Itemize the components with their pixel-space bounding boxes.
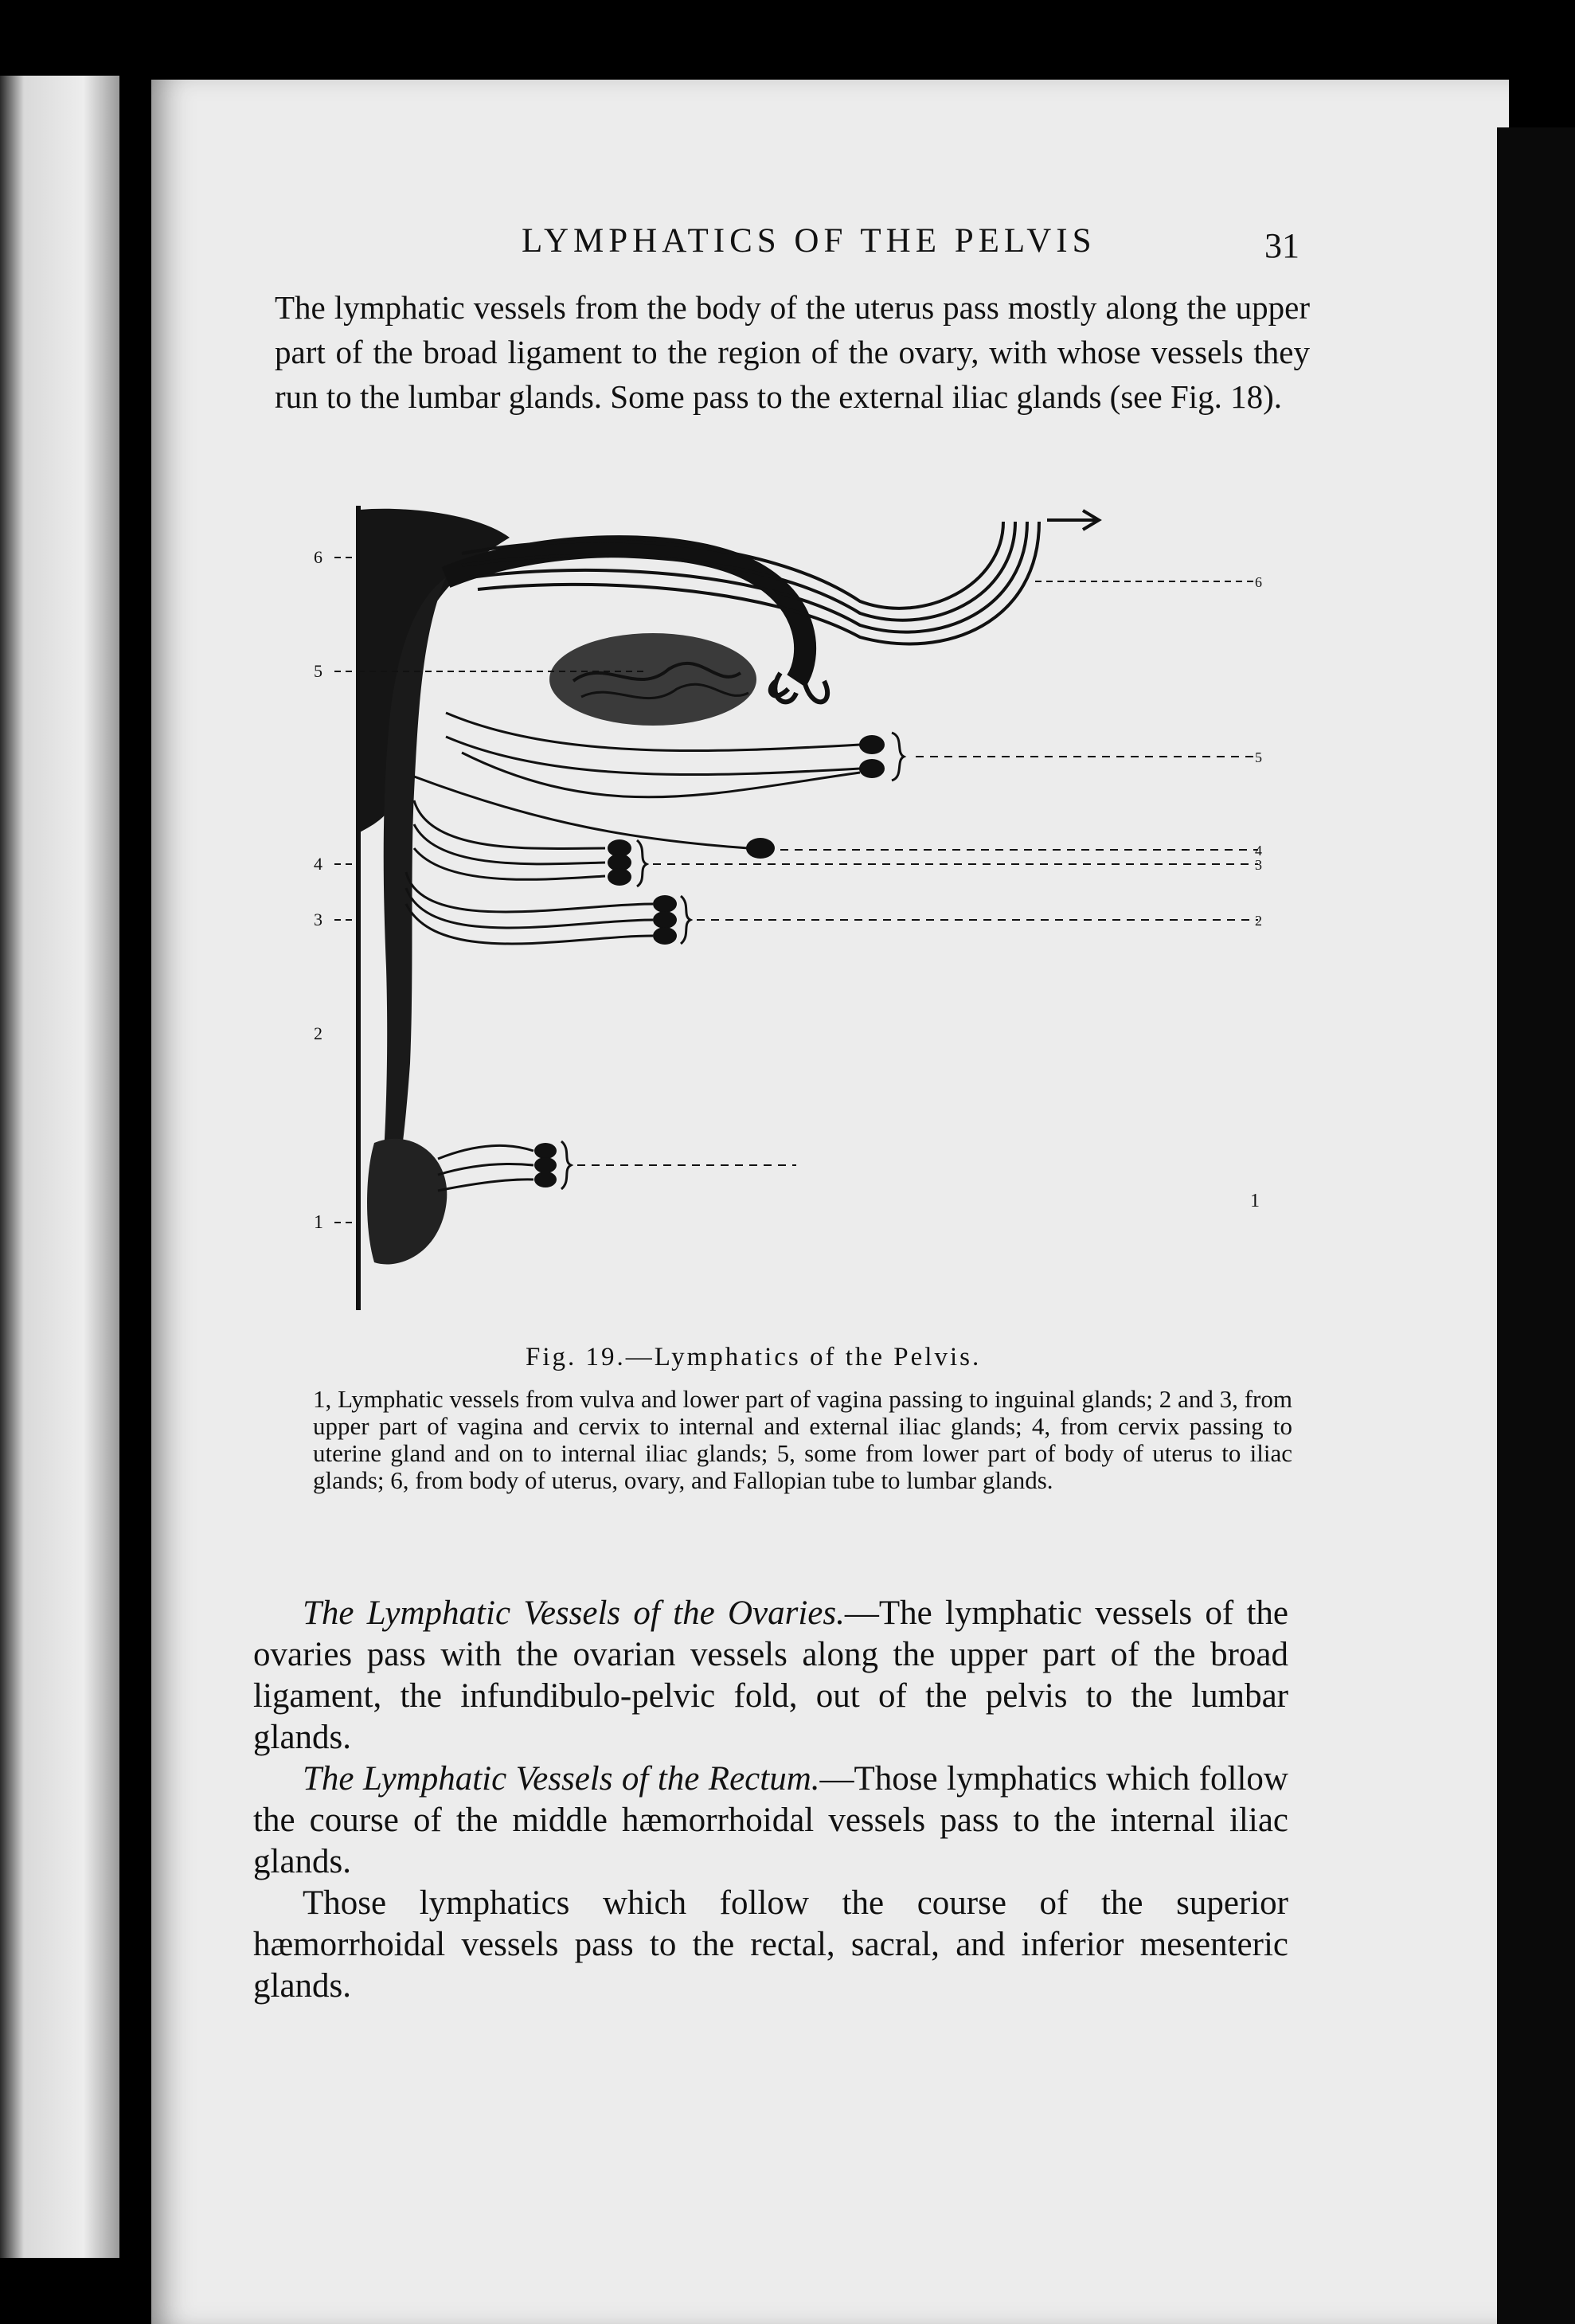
section-body: —The lymphatic vessels of the ovaries pass with the ovarian vessels along the upper part of the broad ligament, the infundibulo-pelvic fold, out of the pelvis to the lumbar glands. — [253, 1594, 1288, 1756]
left-label-5: 5 — [314, 661, 322, 681]
left-label-6: 6 — [314, 547, 322, 567]
vessel-4 — [414, 777, 748, 848]
section-heading: The Lymphatic Vessels of the Ovaries. — [303, 1594, 845, 1632]
intro-paragraph: The lymphatic vessels from the body of the uterus pass mostly along the upper part of the broad ligament to the region of the ovary, with whose vessels they run to the lumbar glands. Some pass to the external iliac glands (see Fig. 18). — [275, 289, 1310, 415]
section-rectum — [253, 1759, 1288, 1883]
right-label-2: 2 — [1255, 913, 1262, 929]
left-label-2: 2 — [314, 1023, 322, 1043]
right-label-3: 3 — [1255, 857, 1262, 873]
gland-5b — [859, 759, 885, 778]
arrow-6 — [1047, 511, 1099, 530]
vulva-mass — [367, 1139, 447, 1265]
section-ovaries — [253, 1593, 1288, 1759]
right-label-5: 5 — [1255, 749, 1262, 765]
section-superior-haemorrhoidal — [253, 1883, 1288, 2007]
right-label-6: 6 — [1255, 574, 1262, 590]
lymphatics-figure — [303, 490, 1290, 1326]
gland-4 — [746, 838, 775, 859]
left-page-edge — [0, 76, 119, 2258]
right-background — [1497, 127, 1575, 2324]
section-heading: The Lymphatic Vessels of the Rectum. — [303, 1760, 820, 1798]
running-head: LYMPHATICS OF THE PELVIS — [522, 222, 1096, 260]
left-label-3: 3 — [314, 910, 322, 929]
left-label-1: 1 — [314, 1212, 323, 1233]
section-body: Those lymphatics which follow the course of the superior hæmorrhoidal vessels pass to the rectal, sacral, and inferior mesenteric glands. — [253, 1884, 1288, 2005]
vessels-1 — [438, 1145, 533, 1191]
right-label-1: 1 — [1250, 1191, 1260, 1211]
figure-caption: Fig. 19.—Lymphatics of the Pelvis. — [526, 1343, 982, 1371]
figure-legend: 1, Lymphatic vessels from vulva and lower part of vagina passing to inguinal glands; 2 and 3, from upper part of vagina and cervix to internal and external iliac glands; 4, from cervix passing to uterine gland and on to internal iliac glands; 5, some from lower part of body of uterus to iliac glands; 6, from body of uterus, ovary, and Fallopian tube to lumbar glands. — [313, 1385, 1292, 1494]
section-body: —Those lymphatics which follow the course of the middle hæmorrhoidal vessels pass to the internal iliac glands. — [253, 1760, 1288, 1880]
page-number: 31 — [1264, 226, 1299, 265]
right-label-4: 4 — [1255, 843, 1262, 859]
vessels-3 — [414, 800, 605, 879]
gland-5a — [859, 735, 885, 754]
left-label-4: 4 — [314, 854, 322, 874]
